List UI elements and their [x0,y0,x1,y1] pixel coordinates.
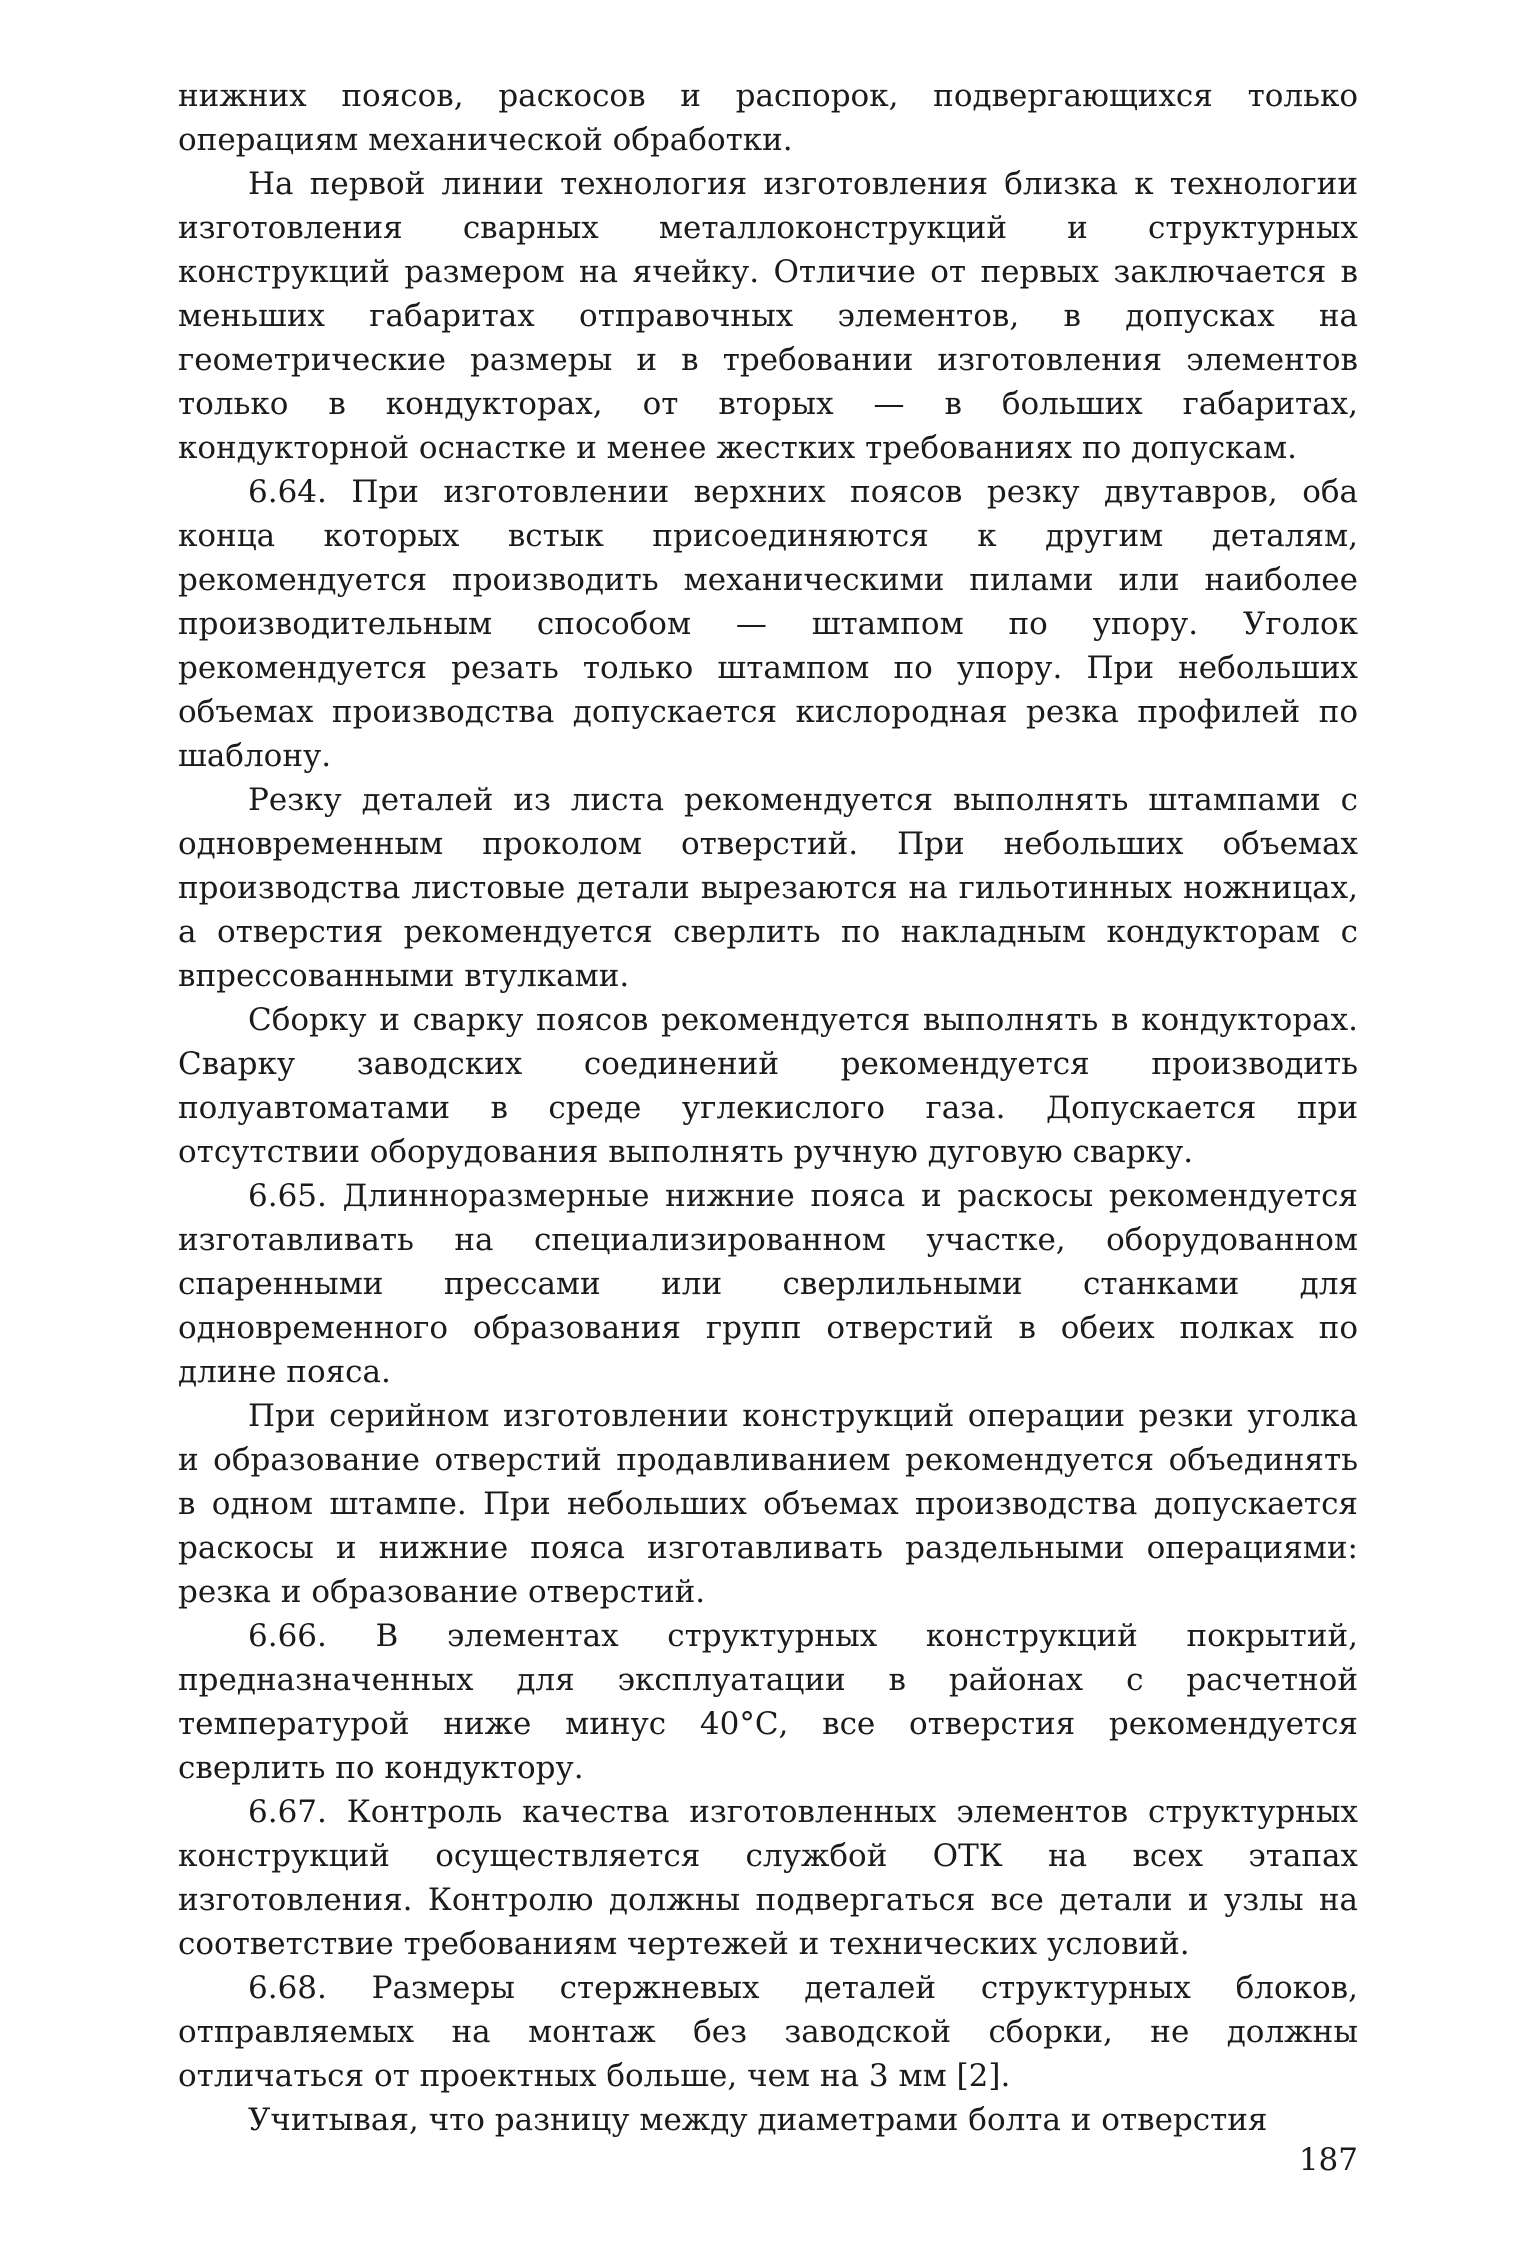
paragraph-6-67 [178,1790,1358,1966]
body-text [178,74,1358,2142]
paragraph-text: Резку деталей из листа рекомендуется выполнять штампами с одновременным проколом отверстий. При небольших объемах производства листовые детали вырезаются на гильотинных ножницах, а отверстия рекомендуется сверлить по накладным кондукторам с впрессованными втулками. [178,782,1358,994]
paragraph-text: При изготовлении верхних поясов резку двутавров, оба конца которых встык присоединяются к другим деталям, рекомендуется производить механическими пилами или наиболее производительным способом — штампом по упору. Уголок рекомендуется резать только штампом по упору. При небольших объемах производства допускается кислородная резка профилей по шаблону. [178,474,1359,774]
clause-number: 6.66. [248,1618,327,1654]
paragraph-text: Длинноразмерные нижние пояса и раскосы рекомендуется изготавливать на специализированном участке, оборудованном спаренными прессами или сверлильными станками для одновременного образования групп отверстий в обеих полках по длине пояса. [178,1178,1358,1390]
paragraph [178,162,1358,470]
clause-number: 6.64. [248,474,327,510]
page-number: 187 [1298,2142,1358,2178]
paragraph [178,1394,1358,1614]
paragraph-text: Размеры стержневых деталей структурных блоков, отправляемых на монтаж без заводской сборки, не должны отличаться от проектных больше, чем на 3 мм [2]. [178,1970,1358,2094]
paragraph-6-66 [178,1614,1358,1790]
paragraph-text: Контроль качества изготовленных элементов структурных конструкций осуществляется службой ОТК на всех этапах изготовления. Контролю должны подвергаться все детали и узлы на соответствие требованиям чертежей и технических условий. [178,1794,1358,1962]
clause-number: 6.65. [248,1178,327,1214]
paragraph-text: Сборку и сварку поясов рекомендуется выполнять в кондукторах. Сварку заводских соединений рекомендуется производить полуавтоматами в среде углекислого газа. Допускается при отсутствии оборудования выполнять ручную дуговую сварку. [178,1002,1358,1170]
paragraph-text: На первой линии технология изготовления близка к технологии изготовления сварных металлоконструкций и структурных конструкций размером на ячейку. Отличие от первых заключается в меньших габаритах отправочных элементов, в допусках на геометрические размеры и в требовании изготовления элементов только в кондукторах, от вторых — в больших габаритах, кондукторной оснастке и менее жестких требованиях по допускам. [178,166,1358,466]
paragraph-continuation [178,74,1358,162]
paragraph [178,998,1358,1174]
paragraph-text: Учитывая, что разницу между диаметрами болта и отверстия [248,2102,1268,2138]
paragraph [178,2098,1358,2142]
clause-number: 6.67. [248,1794,327,1830]
paragraph-text: нижних поясов, раскосов и распорок, подвергающихся только операциям механической обработки. [178,78,1358,158]
paragraph-6-65 [178,1174,1358,1394]
paragraph [178,778,1358,998]
paragraph-text: При серийном изготовлении конструкций операции резки уголка и образование отверстий продавливанием рекомендуется объединять в одном штампе. При небольших объемах производства допускается раскосы и нижние пояса изготавливать раздельными операциями: резка и образование отверстий. [178,1398,1358,1610]
paragraph-6-68 [178,1966,1358,2098]
paragraph-6-64 [178,470,1358,778]
clause-number: 6.68. [248,1970,327,2006]
paragraph-text: В элементах структурных конструкций покрытий, предназначенных для эксплуатации в районах с расчетной температурой ниже минус 40°С, все отверстия рекомендуется сверлить по кондуктору. [178,1618,1358,1786]
